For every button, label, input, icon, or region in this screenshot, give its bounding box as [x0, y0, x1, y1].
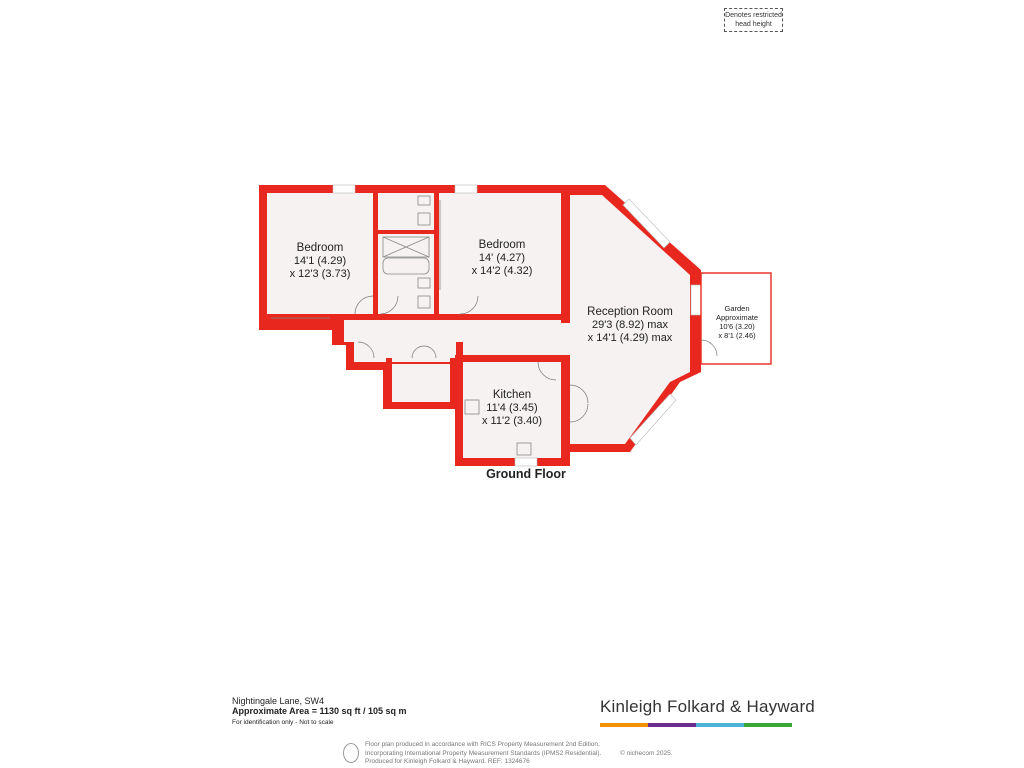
credit-line-3: Produced for Kinleigh Folkard & Hayward. REF: 1324676 — [365, 758, 530, 765]
rics-icon — [343, 743, 359, 763]
copyright: © nichecom 2025. — [620, 750, 673, 757]
approximate-area: Approximate Area = 1130 sq ft / 105 sq m — [232, 706, 407, 716]
window-reception-right — [691, 285, 701, 315]
credit-line-1: Floor plan produced in accordance with RICS Property Measurement 2nd Edition, — [365, 741, 600, 748]
bedroom2-name: Bedroom — [478, 239, 526, 251]
hallway3-floor — [463, 340, 570, 357]
reception-dim1: 29'3 (8.92) max — [591, 319, 669, 331]
brand-bar-2 — [648, 723, 696, 727]
brand-logo: Kinleigh Folkard & Hayward — [600, 697, 815, 716]
door-garden — [701, 340, 717, 356]
hallway-floor — [344, 320, 570, 342]
bedroom1-dim2: x 12'3 (3.73) — [289, 268, 351, 280]
bedroom2-dim1: 14' (4.27) — [478, 252, 526, 264]
brand-bar-3 — [696, 723, 744, 727]
wall-store-right — [450, 358, 463, 409]
credit-text — [365, 741, 601, 767]
bedroom1-name: Bedroom — [296, 242, 344, 254]
kitchen-name: Kitchen — [492, 389, 532, 401]
bathroom1-floor — [378, 193, 434, 230]
wall-bed2-reception — [561, 193, 570, 323]
kitchen-dim1: 11'4 (3.45) — [486, 402, 538, 414]
bedroom2-dim2: x 14'2 (4.32) — [471, 265, 533, 277]
wall-bath-hall — [378, 314, 561, 320]
brand-bar-1 — [600, 723, 648, 727]
wall-bath-bed2 — [434, 193, 439, 314]
window-bed1 — [333, 185, 355, 193]
legend-label: Denotes restricted head height — [725, 12, 782, 28]
credit-line-2: Incorporating International Property Measurement Standards (IPMS2 Residential). — [365, 749, 602, 757]
wall-store-left — [386, 358, 392, 409]
kitchen-dim2: x 11'2 (3.40) — [482, 415, 542, 427]
wall-bed1-hall — [267, 314, 373, 320]
scale-note: For identification only - Not to scale — [232, 719, 334, 726]
wall-kitchen-top — [455, 355, 570, 362]
garden-name2: Approximate — [715, 313, 759, 322]
brand-bar-4 — [744, 723, 792, 727]
window-kitchen — [515, 458, 537, 466]
garden-name: Garden — [724, 304, 750, 313]
store-floor — [392, 364, 450, 402]
wall-bath-split — [378, 230, 434, 234]
floor-label: Ground Floor — [486, 467, 566, 481]
wall-kitchen-reception — [561, 382, 570, 452]
hallway2-floor — [354, 340, 456, 362]
bedroom1-dim1: 14'1 (4.29) — [293, 255, 347, 267]
window-bed2 — [455, 185, 477, 193]
property-address: Nightingale Lane, SW4 — [232, 696, 325, 706]
reception-dim2: x 14'1 (4.29) max — [587, 332, 673, 344]
garden-dim2: x 8'1 (2.46) — [718, 331, 756, 340]
wall-bed1-bath — [373, 193, 378, 314]
reception-name: Reception Room — [587, 306, 673, 318]
garden-dim1: 10'6 (3.20) — [719, 322, 755, 331]
